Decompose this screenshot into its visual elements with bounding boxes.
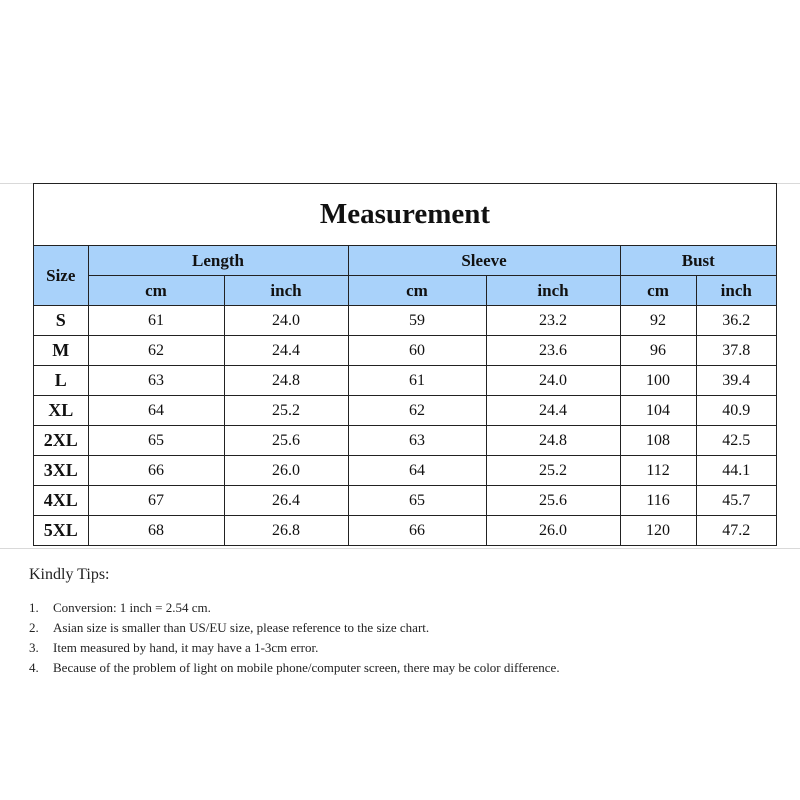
table-row — [34, 336, 776, 366]
bust-cm-cell: 108 — [620, 426, 696, 456]
bust-cm-cell: 120 — [620, 516, 696, 546]
bust-cm-header: cm — [620, 276, 696, 306]
size-column-header: Size — [34, 246, 88, 306]
bust-inch-cell: 36.2 — [696, 306, 776, 336]
tips-title: Kindly Tips: — [29, 566, 110, 583]
bust-inch-cell: 45.7 — [696, 486, 776, 516]
tip-text: Conversion: 1 inch = 2.54 cm. — [53, 600, 211, 615]
sleeve-cm-header: cm — [348, 276, 486, 306]
length-inch-cell: 25.2 — [224, 396, 348, 426]
length-cm-header: cm — [88, 276, 224, 306]
tip-text: Because of the problem of light on mobile phone/computer screen, there may be color difference. — [53, 660, 560, 675]
bust-cm-cell: 104 — [620, 396, 696, 426]
sleeve-cm-cell: 60 — [348, 336, 486, 366]
bust-inch-cell: 39.4 — [696, 366, 776, 396]
group-header-row — [34, 246, 776, 276]
size-cell: XL — [34, 396, 88, 426]
list-item — [29, 618, 749, 638]
length-cm-cell: 64 — [88, 396, 224, 426]
sleeve-inch-cell: 24.8 — [486, 426, 620, 456]
sleeve-cm-cell: 66 — [348, 516, 486, 546]
tip-number: 1. — [29, 600, 39, 615]
length-cm-cell: 67 — [88, 486, 224, 516]
list-item — [29, 598, 749, 618]
bottom-divider — [0, 548, 800, 549]
chart-title: Measurement — [34, 184, 776, 246]
length-inch-cell: 24.8 — [224, 366, 348, 396]
length-cm-cell: 66 — [88, 456, 224, 486]
sleeve-cm-cell: 62 — [348, 396, 486, 426]
sleeve-cm-cell: 59 — [348, 306, 486, 336]
size-cell: S — [34, 306, 88, 336]
length-inch-cell: 24.0 — [224, 306, 348, 336]
bust-inch-cell: 37.8 — [696, 336, 776, 366]
bust-cm-cell: 92 — [620, 306, 696, 336]
tip-text: Asian size is smaller than US/EU size, please reference to the size chart. — [53, 620, 430, 635]
length-inch-cell: 26.8 — [224, 516, 348, 546]
table-row — [34, 426, 776, 456]
length-cm-cell: 65 — [88, 426, 224, 456]
bust-inch-cell: 47.2 — [696, 516, 776, 546]
sleeve-cm-cell: 65 — [348, 486, 486, 516]
list-item — [29, 638, 749, 658]
length-inch-header: inch — [224, 276, 348, 306]
length-cm-cell: 62 — [88, 336, 224, 366]
length-inch-cell: 24.4 — [224, 336, 348, 366]
bust-cm-cell: 96 — [620, 336, 696, 366]
table-row — [34, 366, 776, 396]
bust-cm-cell: 100 — [620, 366, 696, 396]
sleeve-inch-header: inch — [486, 276, 620, 306]
tips-list — [29, 598, 749, 678]
sleeve-inch-cell: 24.4 — [486, 396, 620, 426]
unit-header-row — [34, 276, 776, 306]
bust-cm-cell: 116 — [620, 486, 696, 516]
length-inch-cell: 26.0 — [224, 456, 348, 486]
table-row — [34, 516, 776, 546]
size-cell: M — [34, 336, 88, 366]
sleeve-cm-cell: 61 — [348, 366, 486, 396]
tip-text: Item measured by hand, it may have a 1-3cm error. — [53, 640, 319, 655]
list-item — [29, 658, 749, 678]
size-cell: 2XL — [34, 426, 88, 456]
tip-number: 3. — [29, 640, 39, 655]
size-chart — [33, 183, 777, 546]
sleeve-inch-cell: 23.2 — [486, 306, 620, 336]
size-cell: 5XL — [34, 516, 88, 546]
sleeve-group-header: Sleeve — [348, 246, 620, 276]
bust-inch-cell: 40.9 — [696, 396, 776, 426]
tip-number: 2. — [29, 620, 39, 635]
kindly-tips — [29, 566, 749, 678]
length-cm-cell: 61 — [88, 306, 224, 336]
bust-group-header: Bust — [620, 246, 776, 276]
sleeve-inch-cell: 25.2 — [486, 456, 620, 486]
table-row — [34, 396, 776, 426]
length-group-header: Length — [88, 246, 348, 276]
sleeve-inch-cell: 25.6 — [486, 486, 620, 516]
length-cm-cell: 68 — [88, 516, 224, 546]
size-cell: 4XL — [34, 486, 88, 516]
table-row — [34, 456, 776, 486]
table-row — [34, 486, 776, 516]
tip-number: 4. — [29, 660, 39, 675]
length-cm-cell: 63 — [88, 366, 224, 396]
bust-inch-header: inch — [696, 276, 776, 306]
bust-inch-cell: 42.5 — [696, 426, 776, 456]
sleeve-cm-cell: 64 — [348, 456, 486, 486]
length-inch-cell: 25.6 — [224, 426, 348, 456]
bust-inch-cell: 44.1 — [696, 456, 776, 486]
sleeve-inch-cell: 23.6 — [486, 336, 620, 366]
sleeve-inch-cell: 26.0 — [486, 516, 620, 546]
table-row — [34, 306, 776, 336]
size-cell: 3XL — [34, 456, 88, 486]
size-cell: L — [34, 366, 88, 396]
sleeve-inch-cell: 24.0 — [486, 366, 620, 396]
length-inch-cell: 26.4 — [224, 486, 348, 516]
measurement-table — [34, 246, 776, 545]
sleeve-cm-cell: 63 — [348, 426, 486, 456]
bust-cm-cell: 112 — [620, 456, 696, 486]
